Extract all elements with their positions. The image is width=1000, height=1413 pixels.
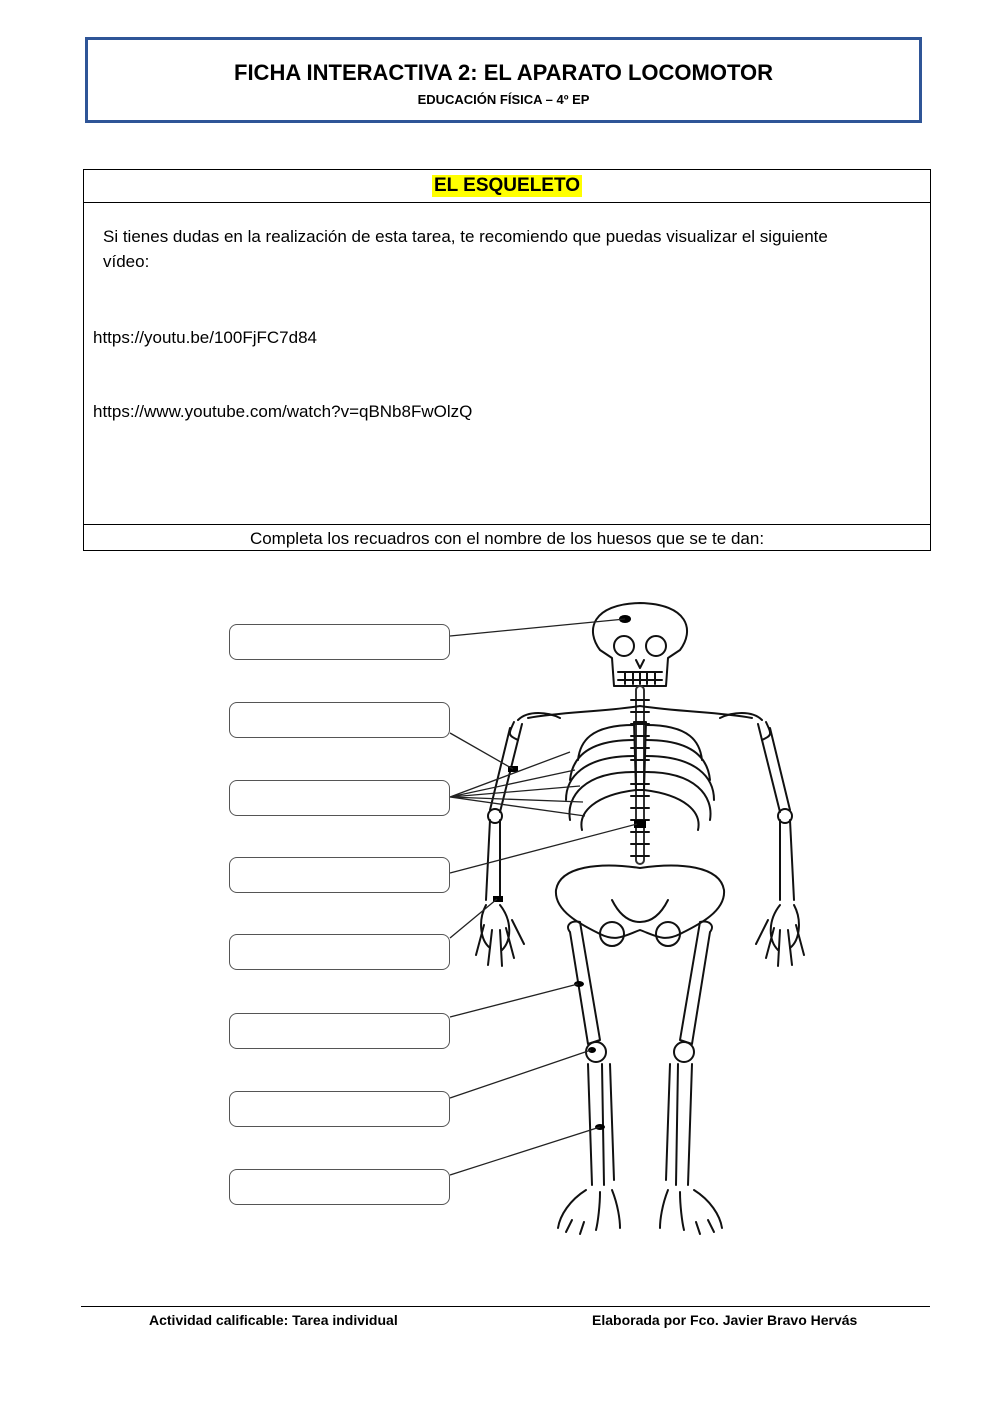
footer-divider	[81, 1306, 930, 1307]
patella-icon	[586, 1042, 606, 1062]
femur-icon	[568, 922, 600, 1044]
page-subtitle: EDUCACIÓN FÍSICA – 4º EP	[417, 92, 590, 107]
eye-socket-icon	[614, 636, 634, 656]
footer-right-text: Elaborada por Fco. Javier Bravo Hervás	[592, 1312, 858, 1328]
section-title: EL ESQUELETO	[433, 175, 581, 196]
leader-lines	[450, 619, 637, 1175]
answer-box-4[interactable]	[229, 857, 450, 893]
answer-box-6[interactable]	[229, 1013, 450, 1049]
patella-icon	[674, 1042, 694, 1062]
foot-icon	[558, 1190, 620, 1234]
answer-box-7[interactable]	[229, 1091, 450, 1127]
humerus-icon	[758, 724, 790, 812]
femur-icon	[680, 922, 712, 1044]
teeth-icon	[618, 672, 662, 684]
answer-box-2[interactable]	[229, 702, 450, 738]
answer-box-8[interactable]	[229, 1169, 450, 1205]
foot-icon	[660, 1190, 722, 1234]
video-link-2[interactable]: https://www.youtube.com/watch?v=qBNb8FwOlzQ	[93, 402, 473, 421]
intro-text: Si tienes dudas en la realización de esta tarea, te recomiendo que puedas visualizar el siguiente vídeo:	[103, 227, 828, 271]
footer-left-text: Actividad calificable: Tarea individual	[149, 1312, 398, 1328]
page-title: FICHA INTERACTIVA 2: EL APARATO LOCOMOTOR	[234, 60, 773, 85]
radius-icon	[780, 820, 794, 900]
nose-icon	[636, 660, 644, 668]
answer-box-3[interactable]	[229, 780, 450, 816]
eye-socket-icon	[646, 636, 666, 656]
instruction-text: Completa los recuadros con el nombre de los huesos que se te dan:	[84, 524, 930, 552]
hand-icon	[476, 905, 524, 966]
video-link-1[interactable]: https://youtu.be/100FjFC7d84	[93, 328, 317, 347]
answer-box-5[interactable]	[229, 934, 450, 970]
answer-box-1[interactable]	[229, 624, 450, 660]
hand-icon	[756, 905, 804, 966]
tibia-icon	[666, 1064, 692, 1185]
